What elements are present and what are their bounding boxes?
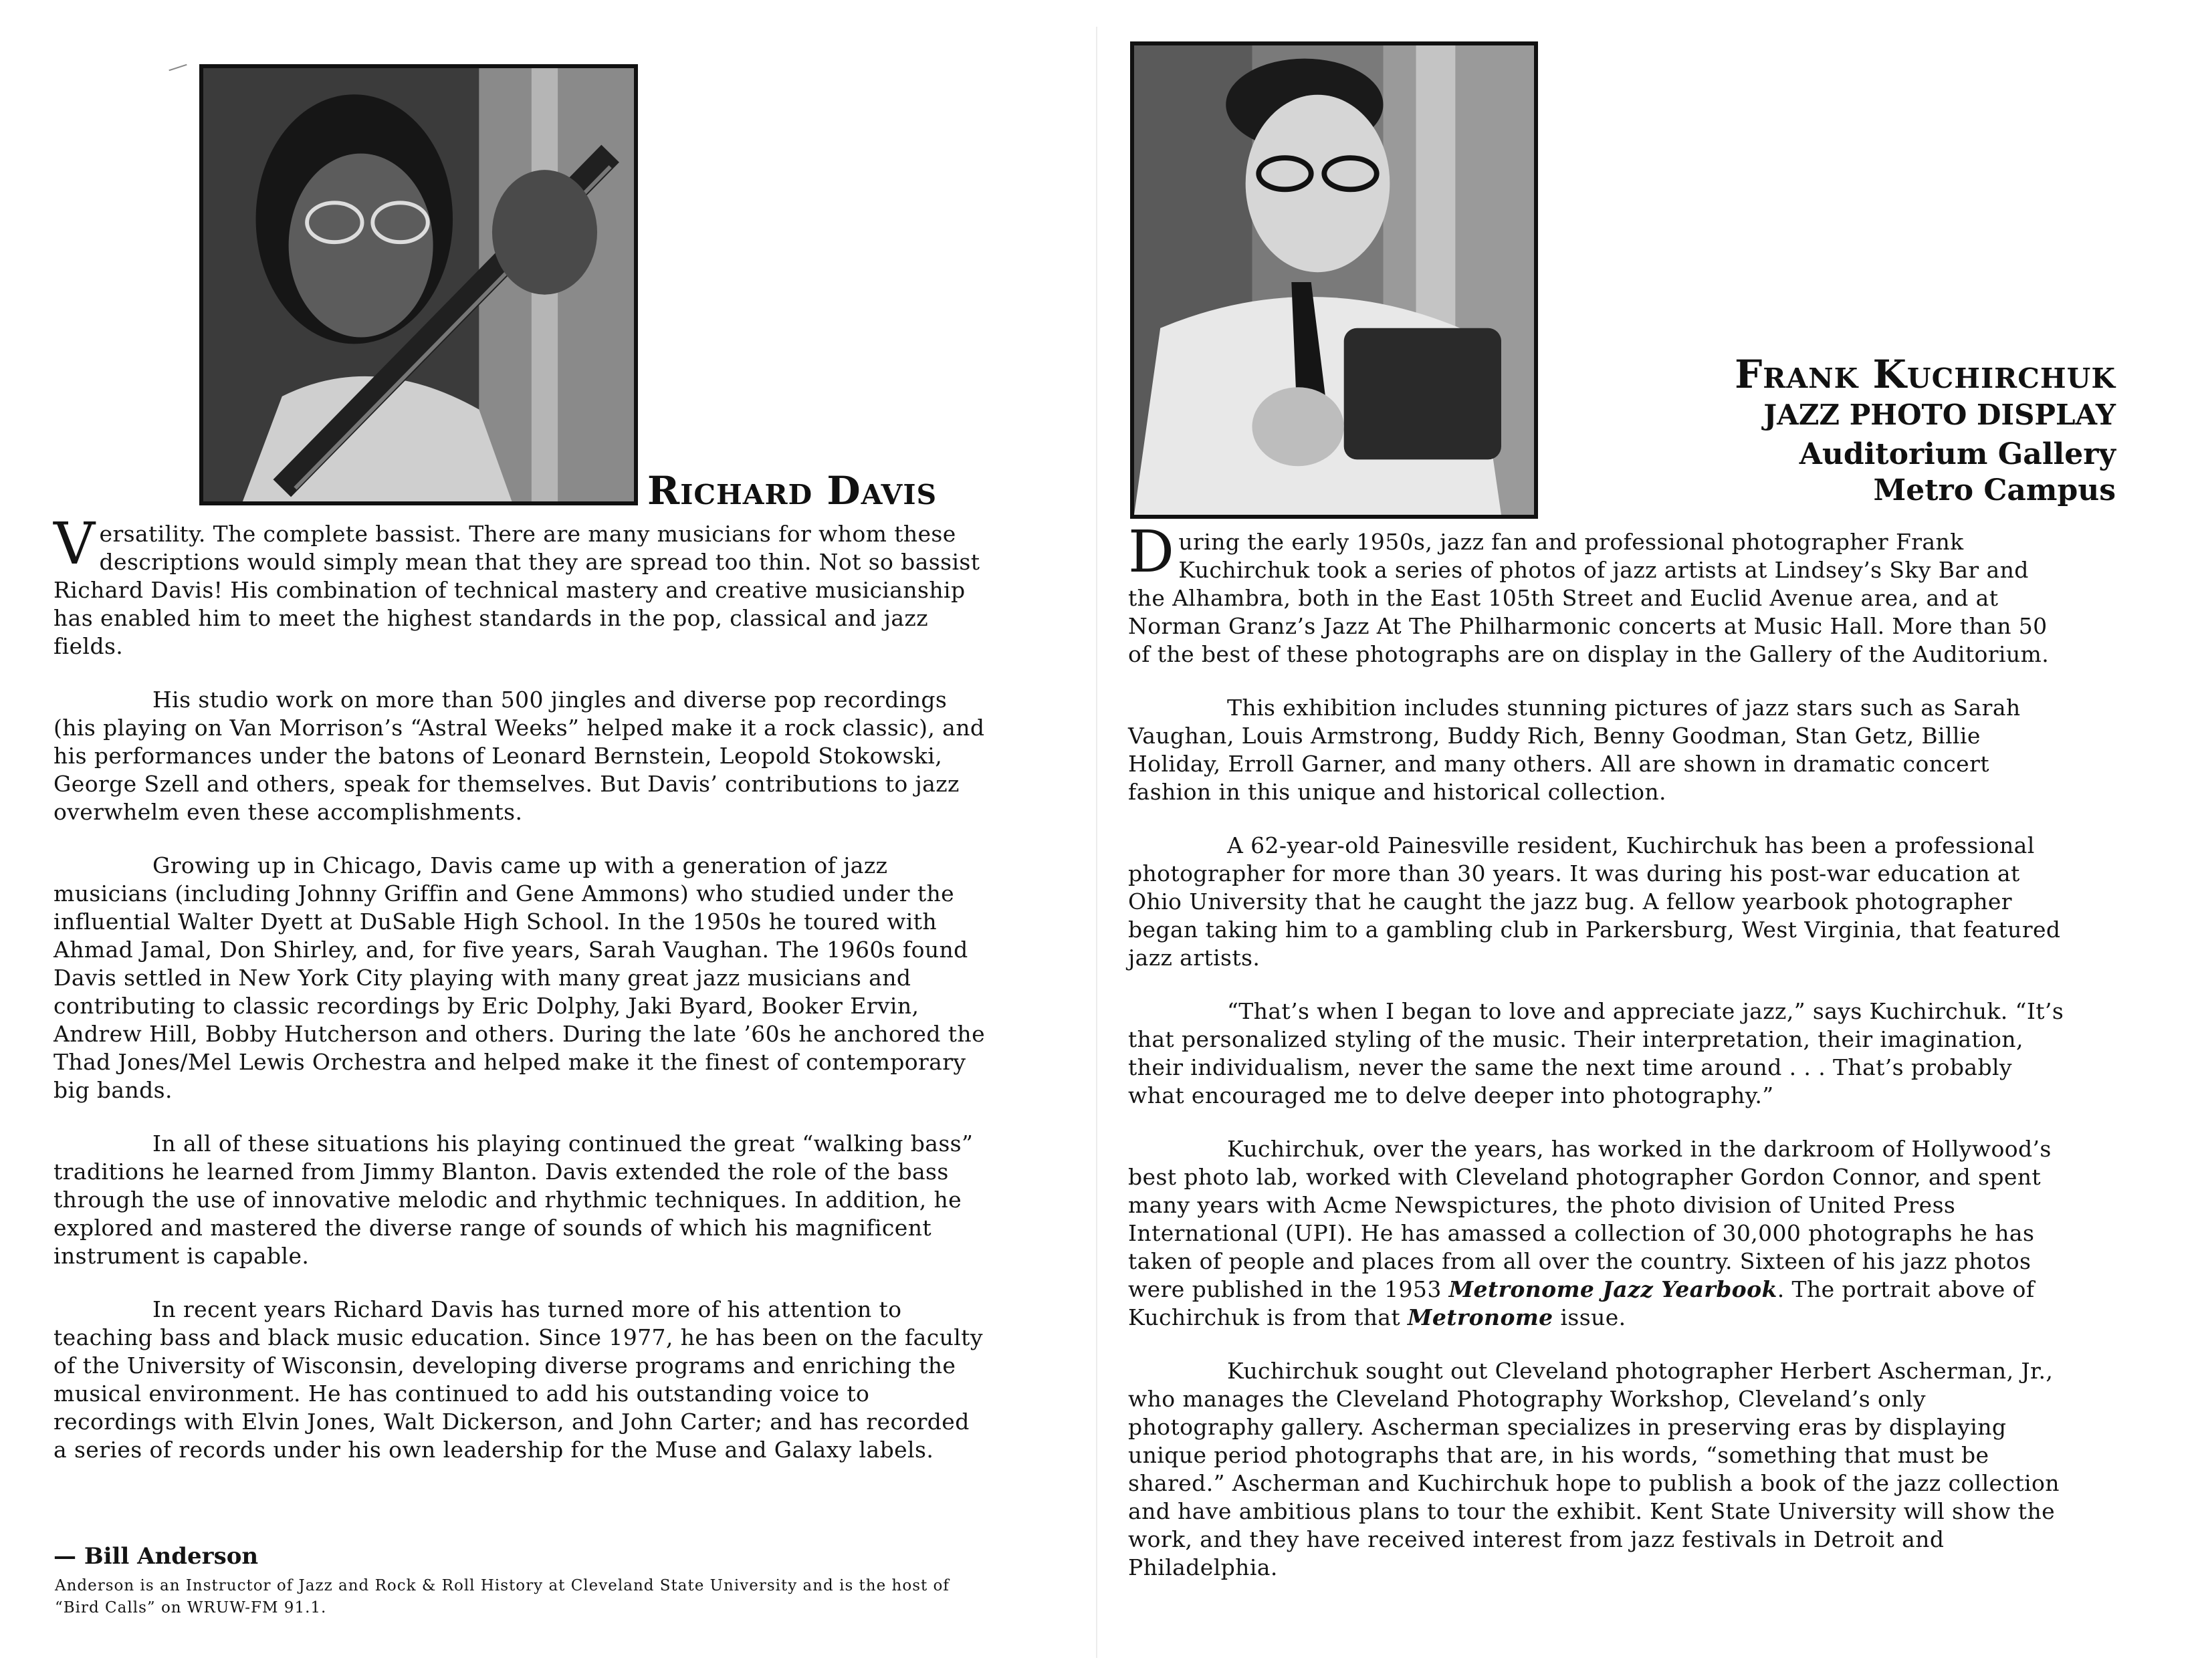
paragraph: Kuchirchuk, over the years, has worked in the darkroom of Hollywood’s best photo lab, worked with Cleveland photographer Gordon Connor, and spent many years with Acme Newspictures, the photo division of United Press International (UPI). He has amassed a collection of 30,000 photographs he has taken of people and places from all over the country. Sixteen of his jazz photos were published in the 1953 Metronome Jazz Yearbook. The portrait above of Kuchirchuk is from that Metronome issue. (1128, 1136, 2052, 1330)
paragraph: This exhibition includes stunning pictures of jazz stars such as Sarah Vaughan, Louis Armstrong, Buddy Rich, Benny Goodman, Stan Getz, Billie Holiday, Erroll Garner, and many others. All are shown in dramatic concert fashion in this unique and historical collection. (1128, 695, 2021, 805)
paragraph: During the early 1950s, jazz fan and professional photographer Frank Kuchirchuk took a series of photos of jazz artists at Lindsey’s Sky Bar and the Alhambra, both in the East 105th Street and Euclid Avenue area, and at Norman Granz’s Jazz At The Philharmonic concerts at Music Hall. More than 50 of the best of these photographs are on display in the Gallery of the Auditorium. (1128, 519, 2050, 667)
paragraph: “That’s when I began to love and appreciate jazz,” says Kuchirchuk. “It’s that personalized styling of the music. Their interpretation, their imagination, their individualism, never the same the next time around . . . That’s probably what encouraged me to delve deeper into photography.” (1128, 998, 2064, 1108)
exhibit-subtitle: JAZZ PHOTO DISPLAY (1763, 398, 2116, 431)
publication-title: Metronome Jazz Yearbook (1448, 1276, 1777, 1302)
drop-cap: D (1128, 519, 1175, 586)
publication-title: Metronome (1407, 1304, 1553, 1330)
right-page (1096, 0, 2192, 1680)
paragraph: Versatility. The complete bassist. There are many musicians for whom these descriptions would simply mean that they are spread too thin. Not so bassist Richard Davis! His combination of technical mastery and creative musicianship has enabled him to meet the highest standards in the pop, classical and jazz fields. (53, 511, 980, 659)
paragraph: In recent years Richard Davis has turned more of his attention to teaching bass and black music education. Since 1977, he has been on the faculty of the University of Wisconsin, developing diverse programs and enriching the musical environment. He has continued to add his outstanding voice to recordings with Elvin Jones, Walt Dickerson, and John Carter; and has recorded a series of records under his own leadership for the Muse and Galaxy labels. (53, 1296, 983, 1463)
frank-kuchirchuk-photo (1130, 41, 1538, 519)
byline: — Bill Anderson (53, 1543, 259, 1570)
paragraph: In all of these situations his playing continued the great “walking bass” traditions he learned from Jimmy Blanton. Davis extended the role of the bass through the use of innovative melodic and rhythmic techniques. In addition, he explored and mastered the diverse range of sounds of which his magnificent instrument is capable. (53, 1130, 974, 1269)
article-title: Richard Davis (647, 468, 938, 513)
stray-mark (169, 64, 187, 72)
richard-davis-photo (199, 64, 638, 505)
paragraph: Growing up in Chicago, Davis came up with a generation of jazz musicians (including Johnny Griffin and Gene Ammons) who studied under the influential Walter Dyett at DuSable High School. In the 1950s he toured with Ahmad Jamal, Don Shirley, and, for five years, Sarah Vaughan. The 1960s found Davis settled in New York City playing with many great jazz musicians and contributing to classic recordings by Eric Dolphy, Jaki Byard, Booker Ervin, Andrew Hill, Bobby Hutcherson and others. During the late ’60s he anchored the Thad Jones/Mel Lewis Orchestra and helped make it the finest of contemporary big bands. (53, 852, 986, 1103)
exhibit-location: Auditorium Gallery (1799, 437, 2116, 471)
exhibit-body (1128, 519, 2064, 1607)
paragraph: Kuchirchuk sought out Cleveland photographer Herbert Ascherman, Jr., who manages the Cleveland Photography Workshop, Cleveland’s only photography gallery. Ascherman specializes in preserving eras by displaying unique period photographs that are, in his words, “something that must be shared.” Ascherman and Kuchirchuk hope to publish a book of the jazz collection and have ambitious plans to tour the exhibit. Kent State University will show the work, and they have received interest from jazz festivals in Detroit and Philadelphia. (1128, 1358, 2060, 1580)
exhibit-campus: Metro Campus (1873, 473, 2116, 507)
article-body (53, 511, 990, 1489)
exhibit-title: Frank Kuchirchuk (1735, 352, 2116, 397)
paragraph: His studio work on more than 500 jingles and diverse pop recordings (his playing on Van Morrison’s “Astral Weeks” helped make it a rock classic), and his performances under the batons of Leonard Bernstein, Leopold Stokowski, George Szell and others, speak for themselves. But Davis’ contributions to jazz overwhelm even these accomplishments. (53, 687, 985, 825)
drop-cap: V (53, 511, 96, 578)
author-note: Anderson is an Instructor of Jazz and Rock & Roll History at Cleveland State University and is the host of “Bird Calls” on WRUW-FM 91.1. (55, 1577, 950, 1616)
paragraph: A 62-year-old Painesville resident, Kuchirchuk has been a professional photographer for more than 30 years. It was during his post-war education at Ohio University that he caught the jazz bug. A fellow yearbook photographer began taking him to a gambling club in Parkersburg, West Virginia, that featured jazz artists. (1128, 832, 2061, 971)
